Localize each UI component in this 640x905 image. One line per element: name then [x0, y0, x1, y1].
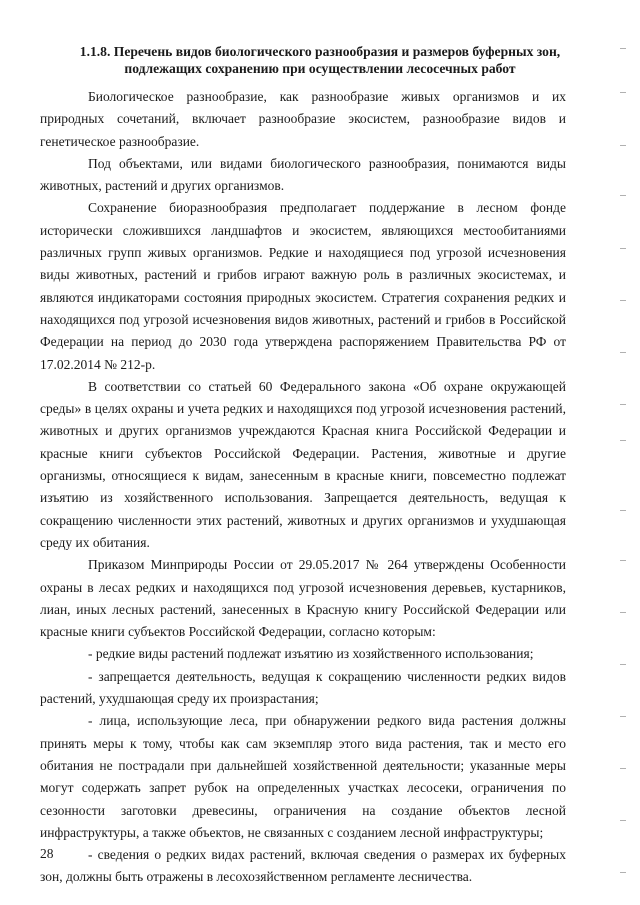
scan-margin-mark: [620, 872, 626, 873]
scan-margin-mark: [620, 145, 626, 146]
paragraph-biodiversity-objects: Под объектами, или видами биологического разнообразия, понимаются виды животных, растений и других организмов.: [40, 155, 566, 194]
scan-margin-mark: [620, 352, 626, 353]
paragraph-ministry-order-264: Приказом Минприроды России от 29.05.2017 № 264 утверждены Особенности охраны в лесах редких и находящихся под угрозой исчезновения деревьев, кустарников, лиан, иных лесных растений, занесенных в Красную книгу Российской Федерации или красные книги субъектов Российской Федерации, согласно которым:: [40, 557, 566, 640]
paragraph-biodiversity-definition: Биологическое разнообразие, как разнообразие живых организмов и их природных сочетаний, включает разнообразие экосистем, разнообразие видов и генетическое разнообразие.: [40, 89, 566, 149]
paragraph-biodiversity-conservation: Сохранение биоразнообразия предполагает поддержание в лесном фонде исторически сложившихся ландшафтов и экосистем, являющихся местообитаниями различных групп живых организмов. Редкие и находящиеся под угрозой исчезновения виды животных, растений и грибов играют важную роль в различных экосистемах, и являются индикаторами состояния природных экосистем. Стратегия сохранения редких и находящихся под угрозой исчезновения видов животных, растений и грибов в Российской Федерации на период до 2030 года утверждена распоряжением Правительства РФ от 17.02.2014 № 212-р.: [40, 200, 566, 372]
section-heading-line-1: 1.1.8. Перечень видов биологического разнообразия и размеров буферных зон,: [79, 44, 561, 59]
paragraph-federal-law-article-60: В соответствии со статьей 60 Федерального закона «Об охране окружающей среды» в целях охраны и учета редких и находящихся под угрозой исчезновения растений, животных и других организмов учреждаются Красная книга Российской Федерации и красные книги субъектов Российской Федерации. Растения, животные и другие организмы, относящиеся к видам, занесенным в красные книги, повсеместно подлежат изъятию из хозяйственного использования. Запрещается деятельность, ведущая к сокращению численности этих растений, животных и других организмов и ухудшающая среду их обитания.: [40, 378, 566, 550]
scan-margin-mark: [620, 195, 626, 196]
scan-margin-mark: [620, 48, 626, 49]
scan-margin-mark: [620, 510, 626, 511]
list-item: - запрещается деятельность, ведущая к сокращению численности редких видов растений, ухудшающая среду их произрастания;: [40, 668, 566, 707]
scan-margin-mark: [620, 820, 626, 821]
scan-margin-mark: [620, 440, 626, 441]
scan-margin-mark: [620, 664, 626, 665]
section-heading-line-2: подлежащих сохранению при осуществлении лесосечных работ: [124, 60, 516, 76]
document-body: [40, 86, 566, 889]
scan-margin-mark: [620, 248, 626, 249]
list-item: - лица, использующие леса, при обнаружении редкого вида растения должны принять меры к тому, чтобы как сам экземпляр этого вида растения, так и место его обитания не пострадали при дальнейшей хозяйственной деятельности; указанные меры могут содержать запрет рубок на определенных участках лесосеки, ограничения по сезонности заготовки древесины, ограничения на создание объектов лесной инфраструктуры, а также объектов, не связанных с созданием лесной инфраструктуры;: [40, 713, 566, 840]
list-item: - редкие виды растений подлежат изъятию из хозяйственного использования;: [88, 646, 534, 662]
scan-margin-mark: [620, 92, 626, 93]
scan-margin-mark: [620, 300, 626, 301]
scan-margin-mark: [620, 404, 626, 405]
scan-margin-mark: [620, 612, 626, 613]
page-number: 28: [40, 846, 54, 861]
scan-margin-mark: [620, 768, 626, 769]
scan-margin-mark: [620, 560, 626, 561]
scan-margin-mark: [620, 716, 626, 717]
section-heading: [60, 44, 580, 77]
list-item: - сведения о редких видах растений, включая сведения о размерах их буферных зон, должны быть отражены в лесохозяйственном регламенте лесничества.: [40, 847, 566, 885]
